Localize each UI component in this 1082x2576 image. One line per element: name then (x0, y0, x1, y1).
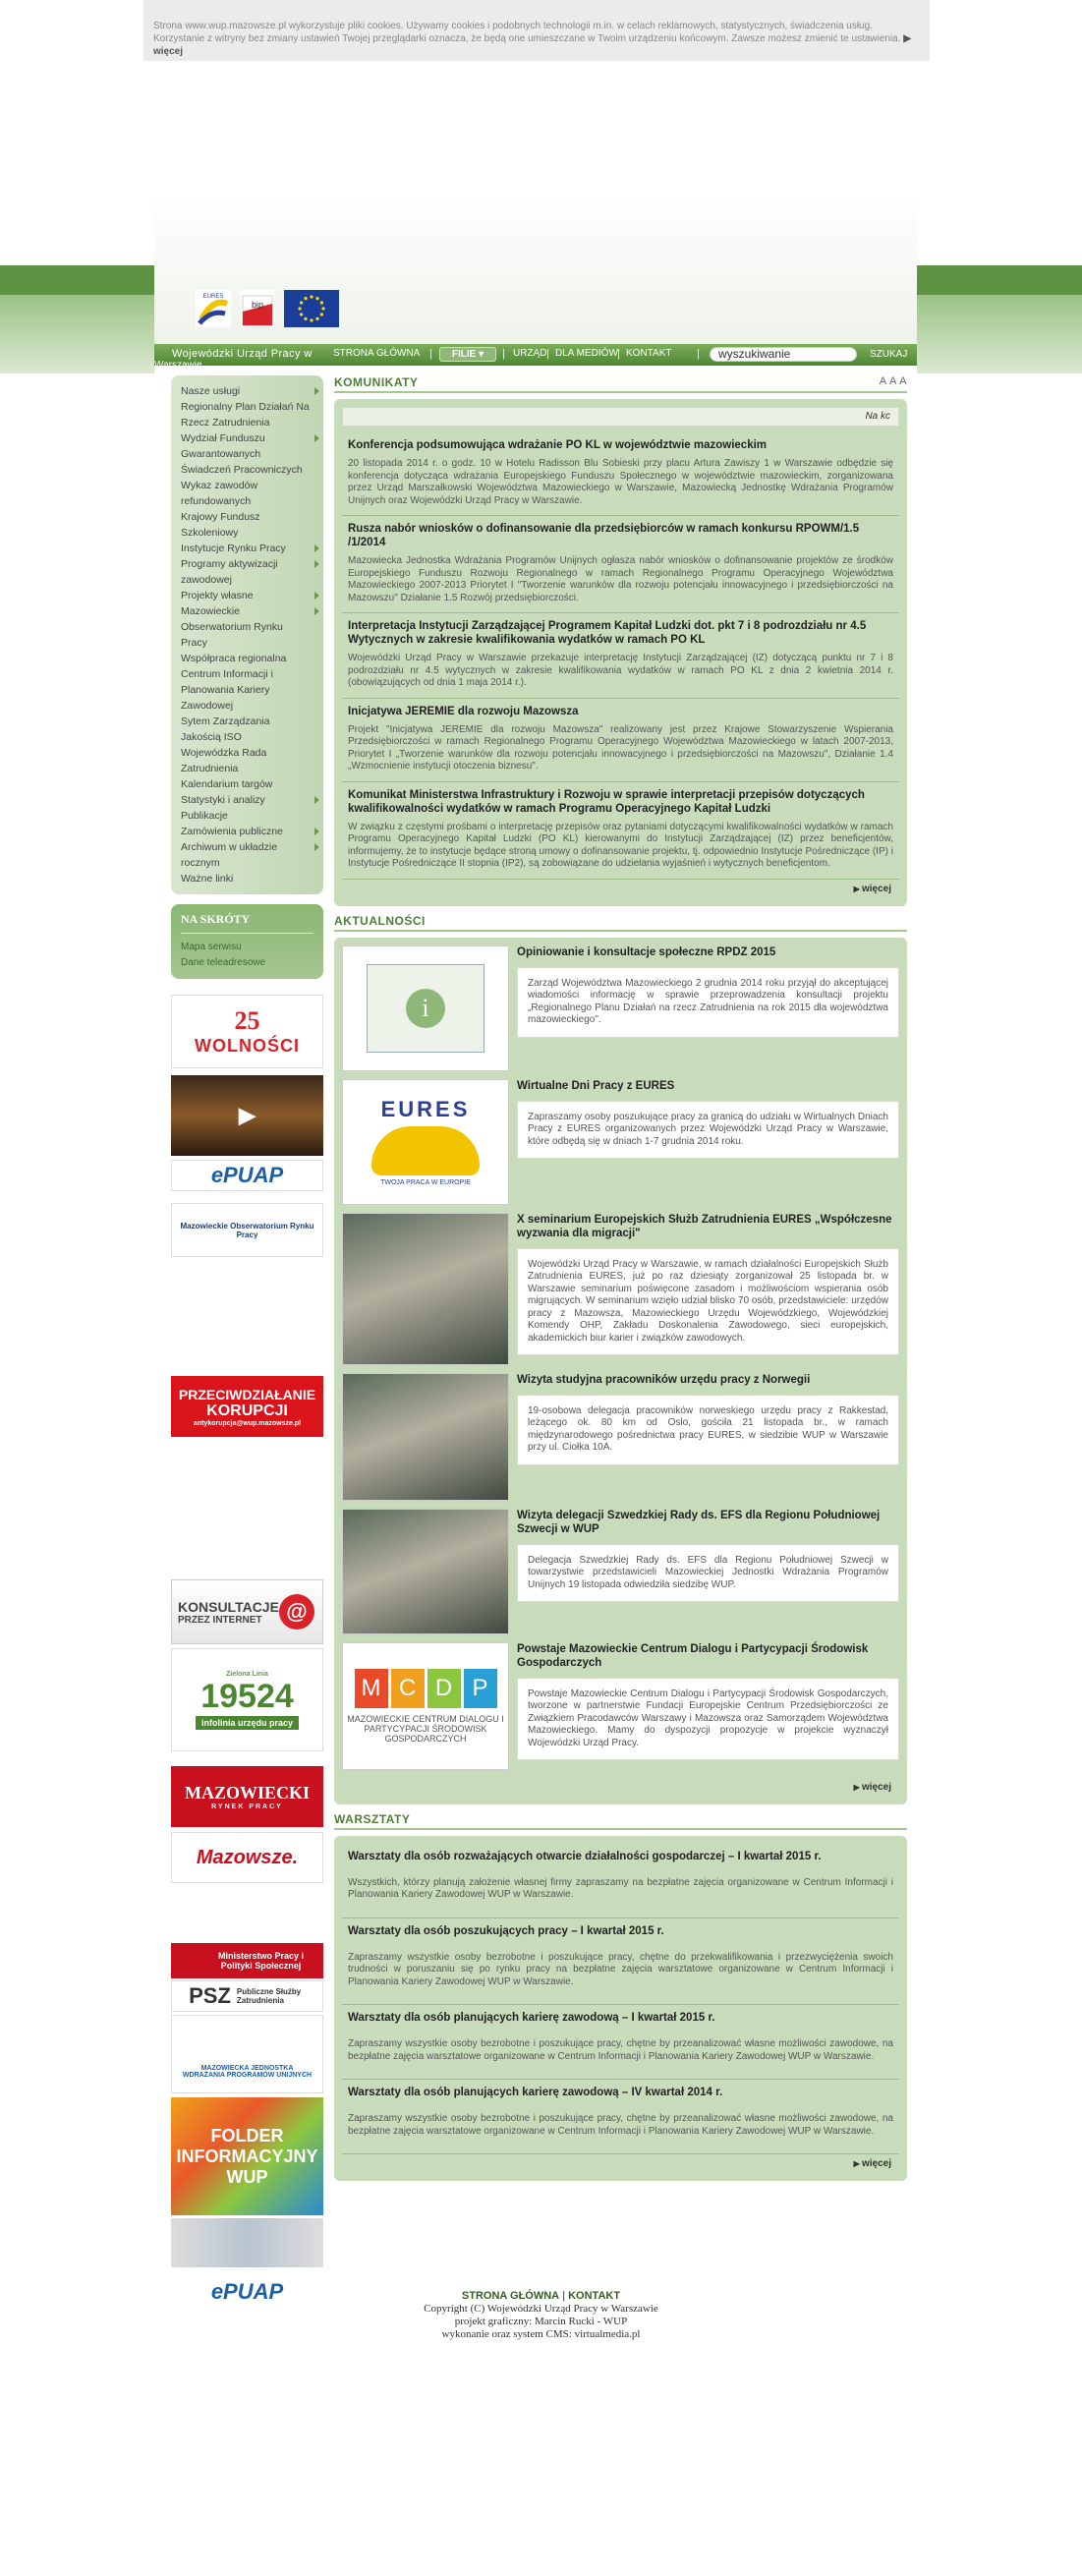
workshop-item (342, 1844, 899, 1918)
sidebar-item[interactable]: Regionalny Plan Działań Na Rzecz Zatrudnienia (181, 401, 310, 429)
workshop-text: Zapraszamy wszystkie osoby bezrobotne i poszukujące pracy, chętne by przeanalizować własne możliwości zawodowe, na bezpłatne zajęcia warsztatowe organizowane w Centrum Informacji i Planowania Kariery Zawodowej WUP w Warszawie. (348, 2113, 893, 2137)
news-item (342, 945, 899, 1071)
komunikat-title[interactable]: Konferencja podsumowująca wdrażanie PO KL w województwie mazowieckim (348, 439, 768, 451)
komunikat-text: Mazowiecka Jednostka Wdrażania Programów Unijnych ogłasza nabór wniosków o dofinansowanie projektów ze środków Europejskiego Funduszu Rozwoju Regionalnego w ramach Regionalnego Programu Operacyjnego Województwa Mazowieckiego 2007-2013 Priorytet I "Tworzenie warunków dla rozwoju potencjału innowacyjnego i przedsiębiorczości na Mazowszu" Działanie 1.5 Rozwój przedsiębiorczości. (348, 555, 893, 603)
news-summary: Powstaje Mazowieckie Centrum Dialogu i Partycypacji Środowisk Gospodarczych, tworzone w partnerstwie Fundacji Europejskie Centrum Przedsiębiorczości ze Związkiem Pracodawców Warszawy i Mazowsza oraz Samorządem Województwa Mazowieckiego. Mamy do dyspozycji propozycje w projekcie wyznaczył Wojewódzki Urząd Pracy. (517, 1678, 899, 1761)
workshop-title[interactable]: Warsztaty dla osób poszukujących pracy – I kwartał 2015 r. (348, 1924, 664, 1937)
komunikat-title[interactable]: Rusza nabór wniosków o dofinansowanie dla przedsiębiorców w ramach konkursu RPOWM/1.5 /1/2014 (348, 523, 860, 548)
sidebar-item[interactable]: Wojewódzka Rada Zatrudnienia (181, 747, 267, 774)
eu-star-icon (304, 317, 307, 320)
sidebar-item[interactable]: Wykaz zawodów refundowanych (181, 480, 258, 507)
news-title[interactable]: Opiniowanie i konsultacje społeczne RPDZ 2015 (517, 945, 776, 958)
at-icon: @ (279, 1594, 314, 1630)
sidebar-item[interactable]: Zamówienia publiczne (181, 824, 319, 839)
shortcuts-title: NA SKRÓTY (181, 912, 313, 934)
news-title[interactable]: Wirtualne Dni Pracy z EURES (517, 1079, 675, 1092)
komunikaty-ticker: Na kc (342, 407, 899, 427)
arrow-right-icon (314, 544, 319, 552)
warsztaty-box (334, 1836, 907, 2182)
footer (0, 2290, 1082, 2341)
aktualnosci-heading: AKTUALNOŚCI (334, 914, 907, 932)
svg-text:bip: bip (251, 300, 264, 310)
news-title[interactable]: Powstaje Mazowieckie Centrum Dialogu i Partycypacji Środowisk Gospodarczych (517, 1642, 869, 1669)
footer-contact-link[interactable]: KONTAKT (568, 2290, 621, 2302)
arrow-right-icon (314, 434, 319, 442)
komunikat-text: W związku z częstymi prośbami o interpretację przepisów oraz pytaniami dotyczącymi kwalifikowalności wydatków w ramach Programu Operacyjnego Kapitał Ludzki (PO KL) kierowanymi do Instytucji Zarządzającej (IZ) przez beneficjentów, informujemy, że to instytucje będące stroną umowy o dofinansowanie projektu, tj. odpowiednio Instytucje Pośredniczące (IP) i Instytucje Pośredniczące II stopnia (IP2), są zobowiązane do udzielania wyjaśnień i wytycznych beneficjentom. (348, 821, 893, 869)
news-summary: 19-osobowa delegacja pracowników norweskiego urzędu pracy z Rakkestad, leżącego ok. 80 km od Oslo, gościła 21 listopada br., w ramach międzynarodowego pośrednictwa pracy EURES, w siedzibie WUP w Warszawie przy ul. Ciołka 10A. (517, 1395, 899, 1465)
komunikaty-more-link[interactable]: ▶ więcej (342, 880, 899, 898)
workshop-text: Zapraszamy wszystkie osoby bezrobotne i poszukujące pracy, chętne by przeanalizować własne możliwości zawodowe, na bezpłatne zajęcia warsztatowe organizowane w Centrum Informacji i Planowania Kariery Zawodowej WUP w Warszawie. (348, 2038, 893, 2062)
arrow-right-icon (314, 828, 319, 835)
nav-separator: | (502, 348, 505, 360)
nav-kontakt[interactable]: KONTAKT (626, 348, 672, 359)
news-photo[interactable] (342, 1373, 509, 1501)
search-button[interactable]: SZUKAJ (870, 349, 908, 360)
komunikat-item (342, 782, 899, 880)
play-icon: ▶ (239, 1103, 256, 1127)
arrow-right-icon (314, 592, 319, 600)
org-name: Wojewódzki Urząd Pracy w (172, 348, 313, 360)
aktualnosci-box (334, 938, 907, 1804)
nav-home[interactable]: STRONA GŁÓWNA (333, 348, 421, 359)
workshop-text: Zapraszamy wszystkie osoby bezrobotne i poszukujące pracy, chętne do przekwalifikowania i przezwyciężenia swoich trudności w poruszaniu się po rynku pracy na bezpłatne zajęcia warsztatowe organizowane w Centrum Informacji i Planowania Kariery Zawodowej WUP w Warszawie. (348, 1951, 893, 1987)
sidebar-item[interactable]: Sytem Zarządzania (181, 716, 270, 727)
banner-konsultacje[interactable]: KONSULTACJE PRZEZ INTERNET @ (171, 1579, 323, 1644)
cookie-more-link[interactable]: ▶ więcej (153, 33, 912, 57)
komunikat-title[interactable]: Inicjatywa JEREMIE dla rozwoju Mazowsza (348, 705, 579, 717)
eu-star-icon (310, 318, 313, 321)
banner-folder[interactable]: FOLDER INFORMACYJNY WUP (171, 2097, 323, 2215)
shortcut-contact-data[interactable]: Dane teleadresowe (181, 957, 266, 968)
news-title[interactable]: X seminarium Europejskich Służb Zatrudnienia EURES „Współczesne wyzwania dla migracji" (517, 1213, 892, 1239)
sidebar-item[interactable]: Ważne linki (181, 873, 234, 885)
warsztaty-heading: WARSZTATY (334, 1812, 907, 1830)
sidebar-item[interactable]: Krajowy Fundusz Szkoleniowy (181, 511, 260, 539)
sidebar-item[interactable]: Programy aktywizacji zawodowej (181, 556, 319, 588)
nav-separator: | (617, 348, 620, 360)
eu-star-icon (298, 307, 301, 310)
header (154, 192, 917, 344)
komunikaty-box (334, 399, 907, 906)
warsztaty-more-link[interactable]: ▶ więcej (342, 2154, 899, 2173)
banner-korupcja[interactable]: PRZECIWDZIAŁANIE KORUPCJI antykorupcja@wup.mazowsze.pl (171, 1376, 323, 1437)
sidebar-item[interactable]: Archiwum w układzie rocznym (181, 839, 319, 871)
svg-text:EURES: EURES (202, 294, 224, 300)
eures-hand-icon (371, 1126, 480, 1175)
news-item (342, 1213, 899, 1365)
komunikat-item (342, 613, 899, 699)
banner-epuap-2[interactable]: ePUAP (210, 2279, 284, 2304)
news-title[interactable]: Wizyta studyjna pracowników urzędu pracy z Norwegii (517, 1373, 811, 1386)
nav-separator: | (546, 348, 549, 360)
komunikat-text: 20 listopada 2014 r. o godz. 10 w Hotelu Radisson Blu Sobieski przy placu Artura Zawiszy 1 w Warszawie odbędzie się konferencja dotycząca wdrażania Europejskiego Funduszu Społecznego w województwie mazowieckim, zorganizowana przez Urząd Marszałkowski Województwa Mazowieckiego w Warszawie, Mazowiecką Jednostkę Wdrażania Programów Unijnych oraz Wojewódzki Urząd Pracy w Warszawie. (348, 458, 893, 506)
eu-star-icon (320, 301, 323, 304)
footer-separator: | (562, 2290, 566, 2302)
sidebar-item[interactable]: Publikacje (181, 810, 228, 822)
news-thumbnail[interactable]: M C D P MAZOWIECKIE CENTRUM DIALOGU I PARTYCYPACJI ŚRODOWISK GOSPODARCZYCH (342, 1642, 509, 1770)
sidebar-item[interactable]: Statystyki i analizy (181, 792, 319, 808)
sidebar-item[interactable]: Współpraca regionalna (181, 653, 287, 664)
cookie-notice (143, 0, 930, 61)
nav-urzad[interactable]: URZĄD (513, 348, 547, 359)
banner-video[interactable] (171, 1075, 323, 1156)
news-item (342, 1373, 899, 1501)
workshop-item (342, 1918, 899, 2006)
arrow-right-icon (314, 796, 319, 804)
news-summary: Zapraszamy osoby poszukujące pracy za granicą do udziału w Wirtualnych Dniach Pracy z EURES organizowanych przez Wojewódzki Urząd Pracy w Warszawie, które odbędą się w dniach 1-7 grudnia 2014 roku. (517, 1101, 899, 1160)
info-icon: i (367, 964, 484, 1053)
footer-home-link[interactable]: STRONA GŁÓWNA (461, 2290, 560, 2302)
footer-design: projekt graficzny: Marcin Rucki - WUP (454, 2316, 628, 2327)
banner-obserwatorium[interactable]: Mazowieckie Obserwatorium Rynku Pracy (171, 1203, 323, 1257)
sidebar-item[interactable]: Kalendarium targów (181, 778, 273, 790)
eu-star-icon (315, 297, 318, 300)
shortcuts-box (171, 904, 323, 979)
arrow-right-icon (314, 560, 319, 568)
main-navbar (154, 344, 917, 366)
side-menu (171, 375, 323, 894)
komunikat-item (342, 432, 899, 516)
eu-star-icon (300, 313, 303, 315)
news-thumbnail[interactable]: EURES TWOJA PRACA W EUROPIE (342, 1079, 509, 1205)
eu-flag-logo[interactable] (284, 290, 339, 327)
workshop-title[interactable]: Warsztaty dla osób rozważających otwarcie działalności gospodarczej – I kwartał 2015 r. (348, 1850, 822, 1862)
sidebar-item[interactable]: Jakością ISO (181, 731, 242, 743)
news-photo[interactable] (342, 1213, 509, 1365)
sidebar-item[interactable]: Centrum Informacji i Planowania Kariery Zawodowej (181, 668, 273, 712)
eures-logo[interactable] (196, 290, 231, 327)
sidebar-item[interactable]: Obserwatorium Rynku Pracy (181, 621, 283, 649)
news-photo[interactable] (342, 1509, 509, 1634)
aktualnosci-more-link[interactable]: ▶ więcej (342, 1778, 899, 1797)
workshop-item (342, 2005, 899, 2080)
banner-infolinia[interactable]: Zielona Linia 19524 infolinia urzędu pracy (171, 1648, 323, 1751)
komunikat-title[interactable]: Interpretacja Instytucji Zarządzającej Programem Kapitał Ludzki dot. pkt 7 i 8 podrozdziału nr 4.5 Wytycznych w zakresie kwalifikowania wydatków w ramach PO KL (348, 620, 867, 646)
sidebar-item[interactable]: Projekty własne (181, 588, 319, 603)
news-summary: Zarząd Województwa Mazowieckiego 2 grudnia 2014 roku przyjął do akceptującej wiadomości informację w sprawie przeprowadzenia konsultacji projektu „Regionalnego Planu Działań na rzecz Zatrudnienia na rok 2015 dla województwa mazowieckiego". (517, 967, 899, 1038)
search-input[interactable]: wyszukiwanie (710, 347, 857, 362)
news-item (342, 1642, 899, 1770)
news-item (342, 1079, 899, 1205)
footer-copyright: Copyright (C) Wojewódzki Urząd Pracy w Warszawie (424, 2303, 658, 2315)
footer-cms: wykonanie oraz system CMS: virtualmedia.pl (441, 2328, 641, 2340)
komunikat-title[interactable]: Komunikat Ministerstwa Infrastruktury i Rozwoju w sprawie interpretacji przepisów dotyczących kwalifikowalności wydatków w ramach Programu Operacyjnego Kapitał Ludzki (348, 788, 865, 815)
arrow-right-icon (314, 607, 319, 615)
sidebar-item[interactable]: Instytucje Rynku Pracy (181, 541, 319, 556)
arrow-right-icon (314, 843, 319, 851)
nav-separator: | (429, 348, 432, 360)
eu-star-icon (304, 297, 307, 300)
eu-star-icon (320, 313, 323, 315)
workshop-item (342, 2080, 899, 2154)
main-column (334, 375, 907, 2181)
komunikat-text: Wojewódzki Urząd Pracy w Warszawie przekazuje interpretację Instytucji Zarządzającej (IZ) dotyczącą punktu nr 7 i 8 podrozdziału nr 4.5 wytycznych w zakresie kwalifikowania wydatków w ramach PO KL z dnia 2 kwietnia 2014 r. (obowiązujących od dnia 1 maja 2014 r.). (348, 653, 893, 688)
bip-logo[interactable] (241, 290, 274, 327)
workshop-title[interactable]: Warsztaty dla osób planujących karierę zawodową – IV kwartał 2014 r. (348, 2087, 723, 2098)
news-summary: Wojewódzki Urząd Pracy w Warszawie, w ramach działalności Europejskich Służb Zatrudnienia EURES, już po raz dziesiąty zorganizował 25 listopada br. w Warszawie seminarium poświęcone zasadom i możliwościom wspierania osób migrujących. W seminarium wzięło udział blisko 70 osób, przedstawiciele: urzędów pracy z Mazowsza, Mazowieckiego Urzędu Wojewódzkiego, Wojewódzkiej Komendy OHP, Zakładu Doskonalenia Zawodowego, sieci europejskich, akademickich biur karier i związków zawodowych. (517, 1248, 899, 1356)
banner-people-photo[interactable] (171, 2218, 323, 2267)
workshop-title[interactable]: Warsztaty dla osób planujących karierę zawodową – I kwartał 2015 r. (348, 2012, 715, 2024)
eu-star-icon (310, 295, 313, 298)
banner-psz[interactable]: PSZ Publiczne Służby Zatrudnienia (171, 1980, 323, 2012)
banner-25-wolnosci[interactable]: 25 WOLNOŚCI (171, 995, 323, 1068)
nav-filie-dropdown[interactable]: FILIE ▾ (439, 347, 496, 362)
nav-separator: | (697, 348, 700, 360)
komunikat-item (342, 699, 899, 782)
cookie-text: Strona www.wup.mazowsze.pl wykorzystuje pliki cookies. Używamy cookies i podobnych technologii m.in. w celach reklamowych, statystycznych, świadczenia usług. Korzystanie z witryny bez zmiany ustawień Twojej przeglądarki oznacza, że będą one umieszczane w Twoim urządzeniu końcowym. Zawsze możesz zmienić te ustawienia. (153, 21, 901, 44)
banner-jednostka[interactable]: MAZOWIECKA JEDNOSTKA WDRAŻANIA PROGRAMÓW UNIJNYCH (171, 2015, 323, 2093)
sidebar-item[interactable]: Mazowieckie (181, 603, 319, 619)
komunikaty-heading: KOMUNIKATY A A A (334, 375, 907, 393)
left-column (171, 375, 323, 979)
news-item (342, 1509, 899, 1634)
sidebar-item[interactable]: Wydział Funduszu Gwarantowanych Świadczeń Pracowniczych (181, 430, 319, 478)
komunikat-text: Projekt "Inicjatywa JEREMIE dla rozwoju Mazowsza" realizowany jest przez Krajowe Stowarzyszenie Wspierania Przedsiębiorczości w ramach Regionalnego Programu Operacyjnego Województwa Mazowieckiego w latach 2007-2013, Priorytet I „Tworzenie warunków dla rozwoju potencjału innowacyjnego i przedsiębiorczości na Mazowszu", Działanie 1.4 „Wzmocnienie instytucji otoczenia biznesu". (348, 723, 893, 772)
eu-star-icon (315, 317, 318, 320)
banner-mazowsze[interactable]: Mazowsze. (171, 1832, 323, 1883)
arrow-right-icon (314, 387, 319, 395)
news-summary: Delegacja Szwedzkiej Rady ds. EFS dla Regionu Południowej Szwecji w towarzystwie przedstawicieli Mazowieckiej Jednostki Wdrażania Programów Unijnych 19 listopada odwiedziła siedzibę WUP. (517, 1544, 899, 1603)
news-thumbnail[interactable] (342, 945, 509, 1071)
eu-star-icon (321, 307, 324, 310)
eu-star-icon (300, 301, 303, 304)
content-area (154, 366, 917, 2469)
komunikat-item (342, 516, 899, 613)
sidebar-item[interactable]: Nasze usługi (181, 383, 319, 399)
shortcut-site-map[interactable]: Mapa serwisu (181, 942, 242, 952)
news-title[interactable]: Wizyta delegacji Szwedzkiej Rady ds. EFS dla Regionu Południowej Szwecji w WUP (517, 1509, 881, 1535)
banner-mazowiecki-rynek[interactable]: MAZOWIECKI RYNEK PRACY (171, 1766, 323, 1827)
banner-ministerstwo[interactable]: Ministerstwo Pracy i Polityki Społecznej (171, 1943, 323, 1978)
workshop-text: Wszystkich, którzy planują założenie własnej firmy zapraszamy na bezpłatne zajęcia organizowane w Centrum Informacji i Planowania Kariery Zawodowej WUP w Warszawie. (348, 1876, 893, 1900)
font-size-switcher[interactable]: A A A (879, 375, 907, 387)
page-container (154, 192, 917, 2482)
nav-media[interactable]: DLA MEDIÓW (555, 348, 618, 359)
banner-epuap[interactable]: ePUAP (171, 1160, 323, 1191)
